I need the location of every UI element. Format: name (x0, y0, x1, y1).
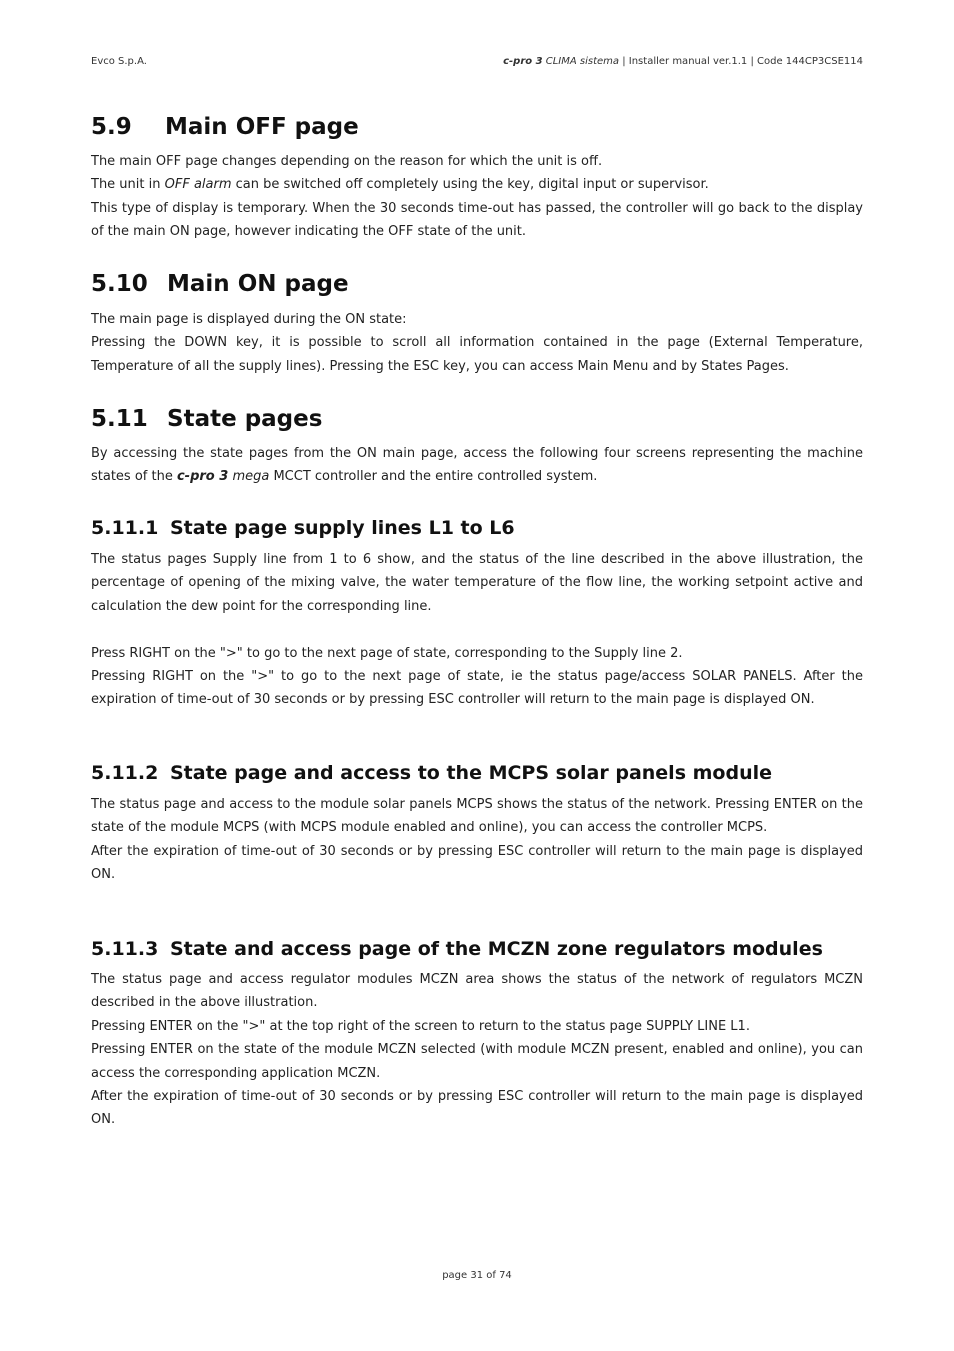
paragraph: The main page is displayed during the ON state: (91, 312, 407, 327)
paragraph: The main OFF page changes depending on the reason for which the unit is off. (91, 154, 603, 169)
paragraph: This type of display is temporary. When the 30 seconds time-out has passed, the controller will go back to the display of the main ON page, however indicating the OFF state of the unit. (91, 200, 863, 240)
section-body-5-9 (91, 150, 863, 244)
header-manual-code: | Installer manual ver.1.1 | Code 144CP3CSE114 (619, 56, 863, 67)
paragraph: The unit in OFF alarm can be switched off completely using the key, digital input or supervisor. (91, 177, 709, 193)
paragraph: After the expiration of time-out of 30 seconds or by pressing ESC controller will return to the main page is displayed ON. (91, 843, 863, 883)
page-number: page 31 of 74 (442, 1270, 512, 1281)
paragraph: Pressing the DOWN key, it is possible to scroll all information contained in the page (External Temperature, Temperature of all the supply lines). Pressing the ESC key, you can access Main Menu and by States Pages. (91, 335, 863, 374)
section-body-5-11 (91, 442, 863, 489)
header-product-sub: CLIMA sistema (545, 56, 620, 67)
paragraph: By accessing the state pages from the ON main page, access the following four screens representing the machine states of the c-pro 3 mega MCCT controller and the entire controlled system. (91, 446, 863, 485)
section-heading-5-11-1: 5.11.1 State page supply lines L1 to L6 (91, 517, 515, 539)
section-body-5-10 (91, 308, 863, 378)
section-heading-5-11-2: 5.11.2 State page and access to the MCPS solar panels module (91, 762, 772, 784)
paragraph: The status page and access regulator modules MCZN area shows the status of the network of regulators MCZN described in the above illustration. (91, 972, 863, 1011)
header-manual-info (503, 56, 863, 67)
section-heading-5-9: 5.9 Main OFF page (91, 114, 359, 140)
section-heading-5-11: 5.11 State pages (91, 406, 323, 432)
spacer (91, 618, 863, 641)
paragraph: Pressing ENTER on the state of the module MCZN selected (with module MCZN present, enabled and online), you can access the corresponding application MCZN. (91, 1042, 863, 1081)
section-body-5-11-3 (91, 968, 863, 1132)
section-body-5-11-2 (91, 793, 863, 887)
paragraph: Pressing RIGHT on the ">" to go to the next page of state, ie the status page/access SOLAR PANELS. After the expiration of time-out of 30 seconds or by pressing ESC controller will return to the main page is displayed ON. (91, 669, 863, 708)
header-company: Evco S.p.A. (91, 56, 147, 67)
paragraph: Pressing ENTER on the ">" at the top right of the screen to return to the status page SUPPLY LINE L1. (91, 1018, 750, 1034)
section-body-5-11-1 (91, 548, 863, 712)
paragraph: After the expiration of time-out of 30 seconds or by pressing ESC controller will return to the main page is displayed ON. (91, 1089, 863, 1128)
section-heading-5-10: 5.10 Main ON page (91, 271, 349, 297)
paragraph: The status pages Supply line from 1 to 6 show, and the status of the line described in the above illustration, the percentage of opening of the mixing valve, the water temperature of the flow line, the working setpoint active and calculation the dew point for the corresponding line. (91, 552, 863, 614)
paragraph: Press RIGHT on the ">" to go to the next page of state, corresponding to the Supply line 2. (91, 645, 683, 661)
header-product: c-pro 3 (503, 56, 543, 67)
section-heading-5-11-3: 5.11.3 State and access page of the MCZN zone regulators modules (91, 938, 823, 960)
paragraph: The status page and access to the module solar panels MCPS shows the status of the network. Pressing ENTER on the state of the module MCPS (with MCPS module enabled and online), you can access the controller MCPS. (91, 797, 863, 836)
